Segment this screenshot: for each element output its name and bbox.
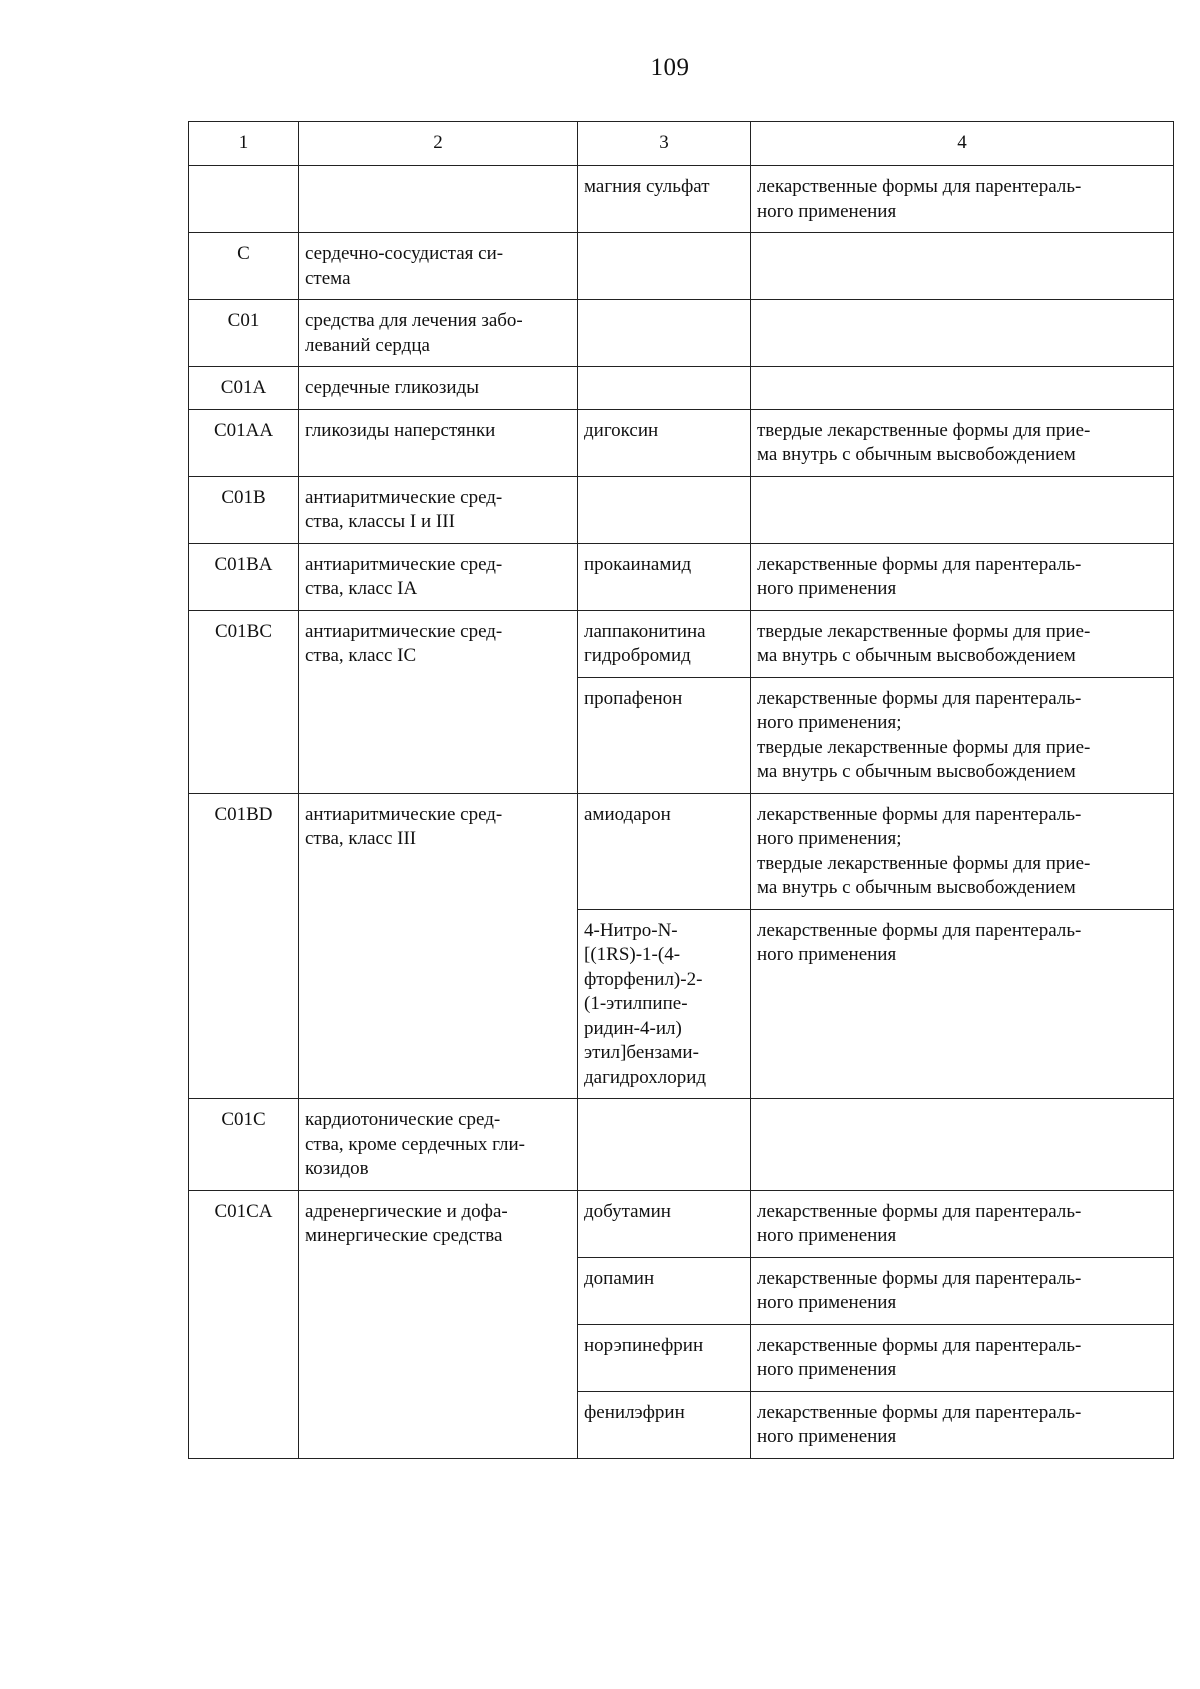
drug-name-line: норэпинефрин	[584, 1334, 704, 1356]
drug-name-line: амиодарон	[584, 803, 671, 825]
atc-group-cell	[299, 1099, 578, 1191]
atc-group-cell	[299, 793, 578, 1099]
drug-name-cell	[578, 909, 751, 1099]
dosage-form-cell	[751, 793, 1174, 909]
atc-group-cell	[299, 300, 578, 367]
drug-name-line: прокаинамид	[584, 553, 692, 575]
dosage-form-cell	[751, 300, 1174, 367]
column-header-4: 4	[751, 122, 1174, 166]
atc-code-cell: C01AA	[189, 409, 299, 476]
atc-group-cell	[299, 476, 578, 543]
drug-name-cell	[578, 409, 751, 476]
group-name-line: минергические средства	[305, 1225, 503, 1246]
atc-group-cell	[299, 233, 578, 300]
table-header	[189, 122, 1174, 166]
group-name-line: антиаритмические сред-	[305, 553, 503, 575]
table-row	[189, 793, 1174, 909]
drug-name-line: 4-Нитро-N-	[584, 919, 678, 941]
group-name-line: антиаритмические сред-	[305, 803, 503, 825]
dosage-form-line: лекарственные формы для парентераль-	[757, 553, 1082, 575]
group-name-line: средства для лечения забо-	[305, 310, 523, 331]
atc-code-cell: C01A	[189, 367, 299, 410]
group-name-line: стема	[305, 267, 351, 289]
drug-name-cell	[578, 166, 751, 233]
table-row	[189, 300, 1174, 367]
dosage-form-line: твердые лекарственные формы для прие-	[757, 419, 1091, 441]
dosage-form-cell	[751, 1099, 1174, 1191]
dosage-form-line: лекарственные формы для парентераль-	[757, 176, 1082, 197]
drug-name-line: дагидрохлорид	[584, 1066, 707, 1088]
atc-code-cell: C	[189, 233, 299, 300]
dosage-form-cell	[751, 1257, 1174, 1324]
table-row	[189, 610, 1174, 677]
drug-name-cell	[578, 610, 751, 677]
drug-name-line: дигоксин	[584, 419, 659, 441]
header-row	[189, 122, 1174, 166]
column-header-2: 2	[299, 122, 578, 166]
group-name-line: антиаритмические сред-	[305, 620, 503, 642]
column-header-3: 3	[578, 122, 751, 166]
atc-group-cell	[299, 166, 578, 233]
dosage-form-cell	[751, 1391, 1174, 1458]
drug-name-cell	[578, 1099, 751, 1191]
dosage-form-line: лекарственные формы для парентераль-	[757, 1267, 1082, 1289]
dosage-form-line: ного применения	[757, 944, 897, 965]
atc-code-cell: C01B	[189, 476, 299, 543]
drug-name-line: добутамин	[584, 1200, 671, 1222]
drug-name-line: фенилэфрин	[584, 1401, 685, 1423]
drug-name-line: лаппаконитина	[584, 620, 706, 642]
dosage-form-cell	[751, 677, 1174, 793]
page-number: 109	[650, 54, 690, 81]
drug-name-cell	[578, 233, 751, 300]
dosage-form-cell	[751, 543, 1174, 610]
dosage-form-line: твердые лекарственные формы для прие-	[757, 736, 1091, 758]
drug-name-cell	[578, 793, 751, 909]
dosage-form-line: лекарственные формы для парентераль-	[757, 1200, 1082, 1222]
drug-name-line: допамин	[584, 1267, 655, 1289]
atc-code-cell: C01	[189, 300, 299, 367]
dosage-form-line: ма внутрь с обычным высвобождением	[757, 645, 1076, 666]
dosage-form-cell	[751, 166, 1174, 233]
column-header-1: 1	[189, 122, 299, 166]
drug-name-cell	[578, 1324, 751, 1391]
drug-classification-table	[188, 121, 1174, 1459]
atc-code-cell: C01BC	[189, 610, 299, 793]
table-row	[189, 476, 1174, 543]
group-name-line: козидов	[305, 1158, 369, 1179]
drug-name-cell	[578, 1391, 751, 1458]
dosage-form-cell	[751, 476, 1174, 543]
group-name-line: сердечно-сосудистая си-	[305, 243, 504, 264]
table-row	[189, 543, 1174, 610]
dosage-form-line: ного применения;	[757, 828, 902, 849]
drug-name-line: [(1RS)-1-(4-	[584, 944, 681, 965]
drug-name-line: ридин-4-ил)	[584, 1017, 682, 1039]
drug-name-line: этил]бензами-	[584, 1042, 699, 1063]
atc-code-cell	[189, 166, 299, 233]
dosage-form-line: ного применения	[757, 200, 897, 222]
atc-group-cell	[299, 367, 578, 410]
group-name-line: ства, класс III	[305, 828, 417, 849]
atc-group-cell	[299, 610, 578, 793]
dosage-form-line: ного применения	[757, 1359, 897, 1380]
atc-code-cell: C01CA	[189, 1190, 299, 1458]
group-name-line: гликозиды наперстянки	[305, 419, 496, 441]
drug-name-line: фторфенил)-2-	[584, 968, 703, 990]
group-name-line: ства, классы I и III	[305, 511, 455, 532]
group-name-line: адренергические и дофа-	[305, 1200, 508, 1222]
table-row	[189, 1099, 1174, 1191]
group-name-line: ства, класс IA	[305, 578, 418, 599]
drug-name-cell	[578, 476, 751, 543]
group-name-line: кардиотонические сред-	[305, 1109, 501, 1130]
table-body	[189, 166, 1174, 1459]
group-name-line: леваний сердца	[305, 334, 430, 356]
dosage-form-line: твердые лекарственные формы для прие-	[757, 620, 1091, 642]
dosage-form-cell	[751, 909, 1174, 1099]
table-row	[189, 233, 1174, 300]
drug-name-line: магния сульфат	[584, 176, 710, 197]
dosage-form-cell	[751, 610, 1174, 677]
group-name-line: антиаритмические сред-	[305, 486, 503, 508]
table-row	[189, 1190, 1174, 1257]
dosage-form-line: лекарственные формы для парентераль-	[757, 687, 1082, 709]
dosage-form-cell	[751, 367, 1174, 410]
dosage-form-line: твердые лекарственные формы для прие-	[757, 852, 1091, 874]
dosage-form-line: ного применения;	[757, 712, 902, 733]
atc-group-cell	[299, 1190, 578, 1458]
dosage-form-line: лекарственные формы для парентераль-	[757, 803, 1082, 825]
dosage-form-line: ного применения	[757, 1426, 897, 1447]
dosage-form-line: лекарственные формы для парентераль-	[757, 1334, 1082, 1356]
dosage-form-line: ного применения	[757, 1292, 897, 1313]
atc-group-cell	[299, 543, 578, 610]
table-row	[189, 166, 1174, 233]
dosage-form-line: ма внутрь с обычным высвобождением	[757, 444, 1076, 465]
dosage-form-line: ного применения	[757, 1225, 897, 1246]
atc-code-cell: C01BA	[189, 543, 299, 610]
drug-name-cell	[578, 367, 751, 410]
dosage-form-line: лекарственные формы для парентераль-	[757, 919, 1082, 941]
atc-group-cell	[299, 409, 578, 476]
dosage-form-line: лекарственные формы для парентераль-	[757, 1401, 1082, 1423]
drug-name-cell	[578, 300, 751, 367]
atc-code-cell: C01C	[189, 1099, 299, 1191]
group-name-line: ства, класс IC	[305, 645, 417, 666]
drug-name-cell	[578, 543, 751, 610]
group-name-line: ства, кроме сердечных гли-	[305, 1133, 525, 1155]
dosage-form-cell	[751, 233, 1174, 300]
drug-name-cell	[578, 1257, 751, 1324]
atc-code-cell: C01BD	[189, 793, 299, 1099]
drug-name-line: пропафенон	[584, 687, 683, 709]
table-row	[189, 409, 1174, 476]
drug-name-cell	[578, 1190, 751, 1257]
dosage-form-line: ма внутрь с обычным высвобождением	[757, 761, 1076, 782]
drug-name-line: (1-этилпипе-	[584, 993, 688, 1014]
group-name-line: сердечные гликозиды	[305, 377, 479, 398]
dosage-form-line: ного применения	[757, 578, 897, 599]
dosage-form-cell	[751, 1190, 1174, 1257]
dosage-form-cell	[751, 1324, 1174, 1391]
dosage-form-line: ма внутрь с обычным высвобождением	[757, 877, 1076, 898]
dosage-form-cell	[751, 409, 1174, 476]
table-row	[189, 367, 1174, 410]
drug-name-cell	[578, 677, 751, 793]
drug-name-line: гидробромид	[584, 645, 691, 666]
